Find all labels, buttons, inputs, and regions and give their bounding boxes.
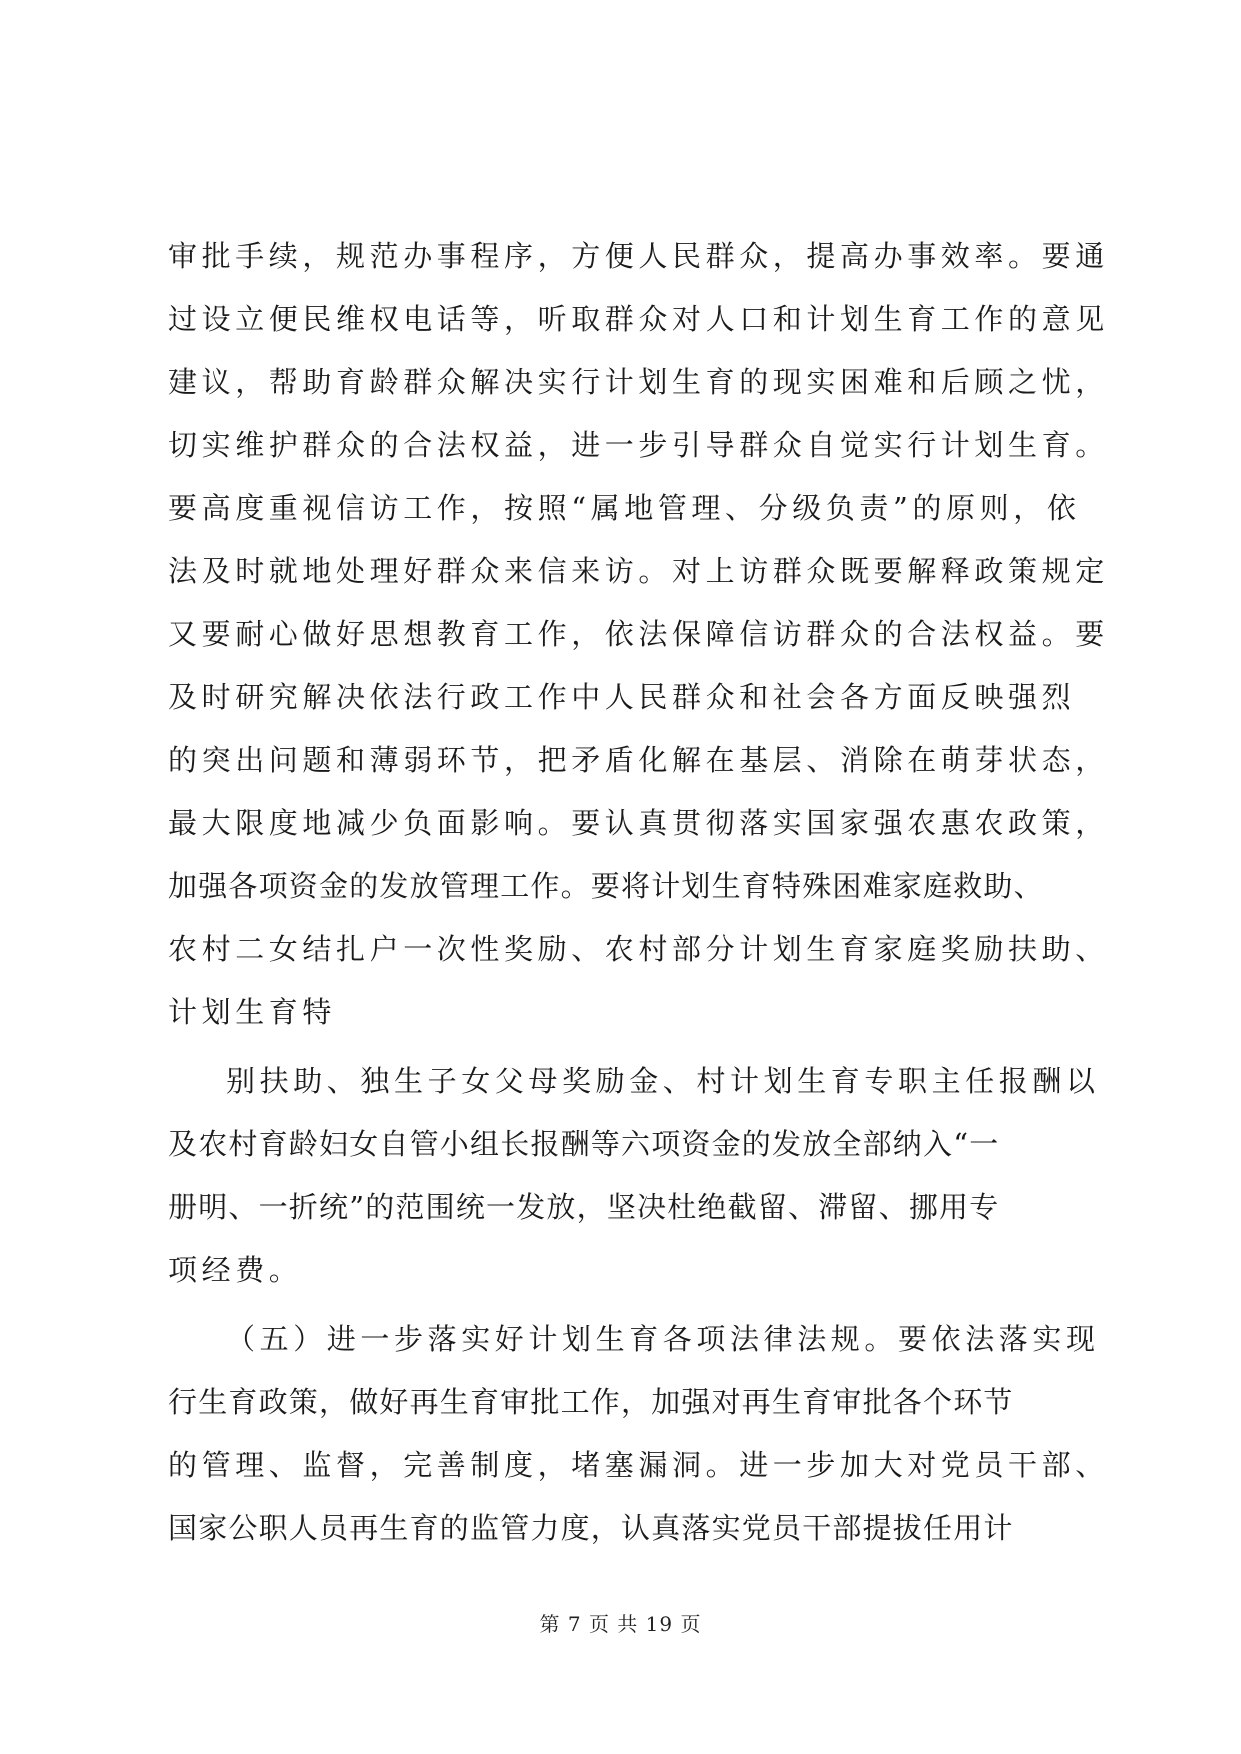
text-line: 的管理、监督，完善制度，堵塞漏洞。进一步加大对党员干部、 xyxy=(168,1448,1109,1482)
text-line: 及农村育龄妇女自管小组长报酬等六项资金的发放全部纳入“一 xyxy=(168,1127,1000,1161)
text-line: 的突出问题和薄弱环节，把矛盾化解在基层、消除在萌芽状态， xyxy=(168,743,1109,777)
text-line: 要高度重视信访工作，按照“属地管理、分级负责”的原则，依 xyxy=(168,491,1081,525)
text-line: 建议，帮助育龄群众解决实行计划生育的现实困难和后顾之忧， xyxy=(168,365,1109,399)
text-line: 最大限度地减少负面影响。要认真贯彻落实国家强农惠农政策， xyxy=(168,806,1109,840)
text-line: 行生育政策，做好再生育审批工作，加强对再生育审批各个环节 xyxy=(168,1385,1014,1419)
text-line: 切实维护群众的合法权益，进一步引导群众自觉实行计划生育。 xyxy=(168,428,1109,462)
text-line: 审批手续，规范办事程序，方便人民群众，提高办事效率。要通 xyxy=(168,239,1109,273)
text-line: 计划生育特 xyxy=(168,995,337,1029)
text-line: 国家公职人员再生育的监管力度，认真落实党员干部提拔任用计 xyxy=(168,1511,1014,1545)
text-line: 别扶助、独生子女父母奖励金、村计划生育专职主任报酬以 xyxy=(226,1064,1100,1098)
text-line: 及时研究解决依法行政工作中人民群众和社会各方面反映强烈 xyxy=(168,680,1076,714)
text-line: 法及时就地处理好群众来信来访。对上访群众既要解释政策规定 xyxy=(168,554,1109,588)
text-line: 项经费。 xyxy=(168,1253,303,1287)
text-line: 加强各项资金的发放管理工作。要将计划生育特殊困难家庭救助、 xyxy=(168,869,1044,903)
text-line: 册明、一折统”的范围统一发放，坚决杜绝截留、滞留、挪用专 xyxy=(168,1190,1000,1224)
page-number-footer: 第 7 页 共 19 页 xyxy=(539,1612,702,1636)
text-line: 又要耐心做好思想教育工作，依法保障信访群众的合法权益。要 xyxy=(168,617,1109,651)
body-text xyxy=(168,225,1109,1560)
text-line: （五）进一步落实好计划生育各项法律法规。要依法落实现 xyxy=(226,1322,1100,1356)
text-line: 农村二女结扎户一次性奖励、农村部分计划生育家庭奖励扶助、 xyxy=(168,932,1109,966)
text-line: 过设立便民维权电话等，听取群众对人口和计划生育工作的意见 xyxy=(168,302,1109,336)
